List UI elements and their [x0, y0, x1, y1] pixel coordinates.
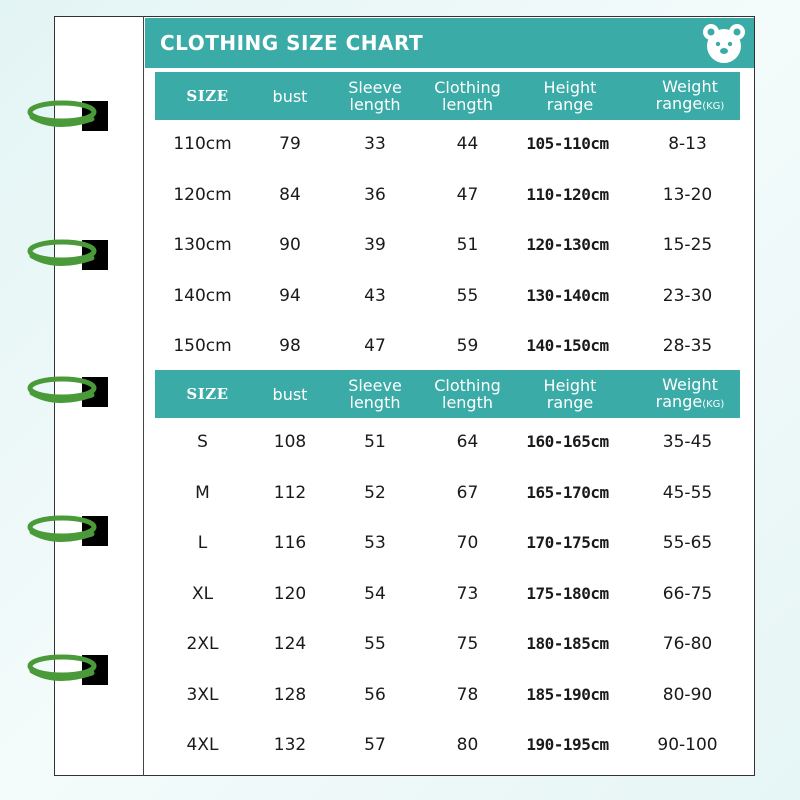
header-sleeve-line2: length [349, 95, 401, 114]
header-weight-range: range [655, 93, 703, 113]
cell-size: L [197, 533, 208, 553]
cell-clothing: 44 [456, 134, 479, 154]
header-weight [640, 370, 740, 418]
cell-bust: 116 [273, 533, 307, 553]
table-row [155, 624, 740, 664]
cell-height: 120-130cm [526, 235, 609, 254]
cell-bust: 79 [279, 134, 301, 154]
header-weight-unit: (KG) [702, 398, 725, 410]
cell-bust: 124 [273, 634, 307, 654]
cell-sleeve: 39 [364, 235, 386, 255]
header-sleeve-line1: Sleeve [348, 78, 402, 97]
cell-clothing: 59 [456, 336, 479, 356]
header-sleeve-line1: Sleeve [348, 376, 402, 395]
header-size-label: SIZE [186, 86, 229, 105]
cell-sleeve: 33 [364, 134, 386, 154]
spiral-ring-icon [26, 651, 116, 691]
cell-clothing: 78 [456, 684, 479, 705]
header-size [155, 370, 260, 418]
header-sleeve-line2: length [349, 393, 401, 412]
header-height-line1: Height [543, 376, 597, 395]
header-weight-range: range [655, 391, 703, 411]
header-clothing-line1: Clothing [434, 376, 501, 395]
cell-bust: 108 [273, 432, 307, 452]
cell-height: 170-175cm [526, 533, 609, 552]
cell-weight: 80-90 [662, 684, 713, 705]
cell-size: 4XL [186, 735, 219, 755]
cell-bust: 90 [279, 235, 301, 255]
spiral-ring-icon [26, 97, 116, 137]
table-row [155, 326, 740, 366]
header-weight-line2 [656, 95, 725, 115]
page-title: CLOTHING SIZE CHART [160, 31, 424, 55]
cell-weight: 45-55 [662, 482, 713, 503]
cell-height: 105-110cm [526, 134, 609, 153]
cell-weight: 8-13 [668, 134, 707, 154]
cell-weight: 15-25 [662, 235, 713, 255]
cell-size: 140cm [173, 285, 232, 306]
cell-height: 110-120cm [526, 184, 609, 204]
cell-weight: 76-80 [662, 634, 713, 654]
cell-height: 140-150cm [526, 336, 609, 355]
header-height-line1: Height [543, 78, 597, 97]
cell-height: 160-165cm [526, 432, 609, 451]
cell-sleeve: 36 [364, 184, 386, 205]
cell-clothing: 70 [456, 533, 479, 553]
header-clothing-line2: length [442, 393, 493, 412]
cell-bust: 120 [273, 583, 307, 604]
cell-size: 3XL [186, 684, 219, 705]
table-row [155, 422, 740, 462]
header-size [155, 72, 260, 120]
cell-sleeve: 56 [364, 684, 386, 705]
table-row [155, 124, 740, 164]
spiral-ring-icon [26, 236, 116, 276]
cell-weight: 55-65 [662, 533, 713, 553]
cell-sleeve: 52 [364, 482, 386, 503]
cell-sleeve: 43 [364, 285, 386, 306]
header-bust-label: bust [272, 384, 308, 404]
cell-weight: 35-45 [662, 432, 713, 452]
cell-weight: 66-75 [662, 583, 713, 604]
cell-weight: 13-20 [662, 184, 713, 205]
cell-height: 185-190cm [526, 684, 609, 704]
header-size-label: SIZE [186, 384, 229, 403]
table-row [155, 523, 740, 563]
header-bust [250, 370, 330, 418]
header-clothing [420, 370, 515, 418]
cell-clothing: 75 [456, 634, 479, 654]
cell-sleeve: 53 [364, 533, 386, 553]
header-height-line2: range [546, 95, 594, 114]
cell-bust: 128 [273, 684, 307, 705]
header-height-line2: range [546, 393, 594, 412]
cell-height: 165-170cm [526, 482, 609, 502]
cell-size: S [197, 432, 208, 452]
spiral-ring-icon [26, 512, 116, 552]
cell-height: 180-185cm [526, 634, 609, 653]
header-weight-line2 [656, 393, 725, 413]
cell-size: 150cm [173, 336, 232, 356]
cell-clothing: 64 [456, 432, 479, 452]
header-sleeve [335, 370, 415, 418]
cell-sleeve: 55 [364, 634, 386, 654]
cell-size: 120cm [173, 184, 232, 205]
header-weight-line1: Weight [662, 76, 718, 96]
header-weight-line1: Weight [662, 374, 718, 394]
header-bust-label: bust [272, 86, 308, 106]
table-row [155, 175, 740, 215]
header-weight-unit: (KG) [702, 100, 725, 112]
cell-weight: 28-35 [662, 336, 713, 356]
cell-bust: 132 [273, 735, 307, 755]
cell-weight: 23-30 [662, 285, 713, 306]
table-row [155, 473, 740, 513]
cell-sleeve: 54 [364, 583, 386, 604]
cell-sleeve: 51 [364, 432, 386, 452]
cell-size: 130cm [173, 235, 232, 255]
cell-bust: 94 [279, 285, 301, 306]
cell-clothing: 55 [456, 285, 479, 306]
cell-weight: 90-100 [657, 735, 718, 755]
cell-bust: 112 [273, 482, 307, 503]
table-row [155, 725, 740, 765]
cell-height: 190-195cm [526, 735, 609, 754]
cell-bust: 98 [279, 336, 301, 356]
header-height [515, 370, 625, 418]
cell-sleeve: 57 [364, 735, 386, 755]
margin-line [143, 16, 144, 776]
header-sleeve [335, 72, 415, 120]
header-clothing [420, 72, 515, 120]
table-row [155, 276, 740, 316]
cell-clothing: 80 [456, 735, 479, 755]
header-clothing-line1: Clothing [434, 78, 501, 97]
cell-size: XL [191, 583, 214, 604]
cell-clothing: 73 [456, 583, 479, 604]
cell-height: 175-180cm [526, 583, 609, 603]
table-row [155, 574, 740, 614]
cell-size: 2XL [186, 634, 219, 654]
cell-size: 110cm [173, 134, 232, 154]
cell-clothing: 47 [456, 184, 479, 205]
header-weight [640, 72, 740, 120]
adult-table-header [155, 370, 740, 418]
header-height [515, 72, 625, 120]
table-row [155, 675, 740, 715]
cell-size: M [195, 482, 210, 503]
header-clothing-line2: length [442, 95, 493, 114]
cell-clothing: 67 [456, 482, 479, 503]
cell-bust: 84 [279, 184, 301, 205]
cell-sleeve: 47 [364, 336, 386, 356]
kids-table-header [155, 72, 740, 120]
bear-face-icon [700, 20, 748, 66]
header-bust [250, 72, 330, 120]
cell-height: 130-140cm [526, 285, 609, 305]
table-row [155, 225, 740, 265]
spiral-ring-icon [26, 373, 116, 413]
cell-clothing: 51 [456, 235, 479, 255]
